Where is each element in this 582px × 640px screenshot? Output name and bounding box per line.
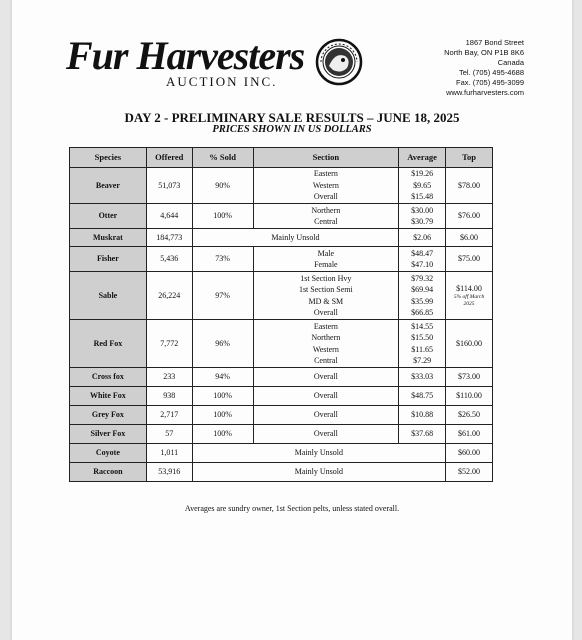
top-cell: $26.50	[446, 406, 493, 425]
table-row	[70, 320, 493, 368]
offered-cell: 184,773	[146, 229, 192, 247]
average-cell	[399, 320, 446, 368]
average-line: $15.50	[411, 333, 434, 342]
species-cell: Otter	[70, 204, 147, 229]
species-cell: Silver Fox	[70, 425, 147, 444]
average-cell: $10.88	[399, 406, 446, 425]
section-line: Central	[314, 217, 338, 226]
average-line: $47.10	[411, 260, 434, 269]
sold-cell: 100%	[192, 406, 253, 425]
top-cell	[446, 272, 493, 320]
average-cell: $2.06	[399, 229, 446, 247]
species-cell: Coyote	[70, 444, 147, 463]
section-line: Northern	[311, 333, 341, 342]
average-cell	[399, 247, 446, 272]
column-header: Species	[70, 148, 147, 168]
section-line: Central	[314, 356, 338, 365]
average-cell: $48.75	[399, 387, 446, 406]
sold-cell: 100%	[192, 387, 253, 406]
top-cell: $75.00	[446, 247, 493, 272]
average-line: $35.99	[411, 296, 434, 306]
address-line: Canada	[497, 58, 524, 67]
merged-status-cell: Mainly Unsold	[192, 229, 398, 247]
section-cell	[253, 204, 399, 229]
species-cell: Muskrat	[70, 229, 147, 247]
sold-cell: 90%	[192, 168, 253, 204]
address-line: www.furharvesters.com	[446, 88, 524, 97]
column-header: Offered	[146, 148, 192, 168]
column-header: Average	[399, 148, 446, 168]
species-cell: Raccoon	[70, 463, 147, 482]
column-header: % Sold	[192, 148, 253, 168]
average-line: $14.55	[411, 321, 434, 331]
section-cell: Overall	[253, 425, 399, 444]
offered-cell: 233	[146, 368, 192, 387]
section-cell	[253, 320, 399, 368]
table-row	[70, 463, 493, 482]
average-line: $7.29	[413, 356, 432, 365]
species-cell: Fisher	[70, 247, 147, 272]
section-cell: Overall	[253, 368, 399, 387]
top-cell: $76.00	[446, 204, 493, 229]
merged-status-cell: Mainly Unsold	[192, 444, 445, 463]
section-cell	[253, 272, 399, 320]
address-line: North Bay, ON P1B 8K6	[444, 48, 524, 57]
table-row	[70, 368, 493, 387]
average-line: $9.65	[413, 180, 432, 190]
section-cell: Overall	[253, 387, 399, 406]
document-page	[12, 0, 572, 640]
section-cell: Overall	[253, 406, 399, 425]
average-line: $79.32	[411, 273, 434, 283]
offered-cell: 53,916	[146, 463, 192, 482]
sold-cell: 100%	[192, 204, 253, 229]
table-row	[70, 168, 493, 204]
average-line: $30.79	[411, 217, 434, 226]
section-cell	[253, 168, 399, 204]
average-cell	[399, 168, 446, 204]
logo-script-text: Fur Harvesters	[66, 33, 305, 78]
average-line: $69.94	[411, 285, 434, 294]
section-line: Male	[317, 248, 335, 258]
section-line: Overall	[313, 192, 338, 202]
address-line: 1867 Bond Street	[465, 38, 524, 47]
table-row	[70, 387, 493, 406]
column-header: Section	[253, 148, 399, 168]
species-cell: Cross fox	[70, 368, 147, 387]
species-cell: Red Fox	[70, 320, 147, 368]
section-line: MD & SM	[308, 296, 344, 306]
species-cell: Beaver	[70, 168, 147, 204]
sold-cell: 97%	[192, 272, 253, 320]
table-row	[70, 247, 493, 272]
average-line: $30.00	[411, 205, 434, 215]
offered-cell: 7,772	[146, 320, 192, 368]
offered-cell: 57	[146, 425, 192, 444]
offered-cell: 4,644	[146, 204, 192, 229]
address-line: Fax. (705) 495-3099	[456, 78, 524, 87]
section-cell	[253, 247, 399, 272]
average-line: $19.26	[411, 169, 434, 179]
top-cell: $61.00	[446, 425, 493, 444]
section-line: 1st Section Semi	[298, 285, 353, 294]
top-cell: $160.00	[446, 320, 493, 368]
offered-cell: 5,436	[146, 247, 192, 272]
table-row	[70, 406, 493, 425]
offered-cell: 51,073	[146, 168, 192, 204]
document-title: DAY 2 - PRELIMINARY SALE RESULTS – JUNE 18, 2025	[124, 110, 460, 125]
seal-emblem-icon	[315, 38, 363, 86]
average-cell	[399, 272, 446, 320]
section-line: Overall	[313, 308, 338, 317]
top-cell: $110.00	[446, 387, 493, 406]
address-line: Tel. (705) 495-4688	[458, 68, 524, 77]
footnote: Averages are sundry owner, 1st Section pelts, unless stated overall.	[184, 504, 400, 513]
company-logo	[66, 34, 326, 90]
table-row	[70, 272, 493, 320]
average-line: $15.48	[411, 192, 434, 202]
species-cell: Grey Fox	[70, 406, 147, 425]
table-row	[70, 229, 493, 247]
average-line: $48.47	[411, 248, 434, 258]
sold-cell: 94%	[192, 368, 253, 387]
sold-cell: 100%	[192, 425, 253, 444]
sold-cell: 96%	[192, 320, 253, 368]
merged-status-cell: Mainly Unsold	[192, 463, 445, 482]
table-row	[70, 444, 493, 463]
table-row	[70, 204, 493, 229]
top-cell: $73.00	[446, 368, 493, 387]
document-subtitle: PRICES SHOWN IN US DOLLARS	[212, 124, 372, 135]
logo-subtitle: AUCTION INC.	[166, 74, 278, 89]
section-line: Eastern	[313, 321, 338, 331]
column-header: Top	[446, 148, 493, 168]
top-value: $114.00	[456, 283, 482, 293]
sale-results-table	[69, 147, 493, 482]
section-line: Female	[314, 260, 338, 269]
offered-cell: 2,717	[146, 406, 192, 425]
top-cell: $52.00	[446, 463, 493, 482]
species-cell: White Fox	[70, 387, 147, 406]
top-cell: $6.00	[446, 229, 493, 247]
average-cell: $37.68	[399, 425, 446, 444]
average-line: $66.85	[411, 308, 434, 317]
offered-cell: 1,011	[146, 444, 192, 463]
sold-cell: 73%	[192, 247, 253, 272]
species-cell: Sable	[70, 272, 147, 320]
average-cell	[399, 204, 446, 229]
average-line: $11.65	[411, 344, 433, 354]
table-header-row	[70, 148, 493, 168]
section-line: 1st Section Hvy	[300, 273, 352, 283]
offered-cell: 938	[146, 387, 192, 406]
top-cell: $78.00	[446, 168, 493, 204]
average-cell: $33.03	[399, 368, 446, 387]
section-line: Northern	[311, 205, 341, 215]
top-note: 5% off March 2025	[453, 294, 485, 308]
company-address	[444, 38, 524, 98]
section-line: Western	[312, 344, 339, 354]
table-row	[70, 425, 493, 444]
top-cell: $60.00	[446, 444, 493, 463]
section-line: Western	[312, 180, 339, 190]
section-line: Eastern	[313, 169, 338, 179]
offered-cell: 26,224	[146, 272, 192, 320]
